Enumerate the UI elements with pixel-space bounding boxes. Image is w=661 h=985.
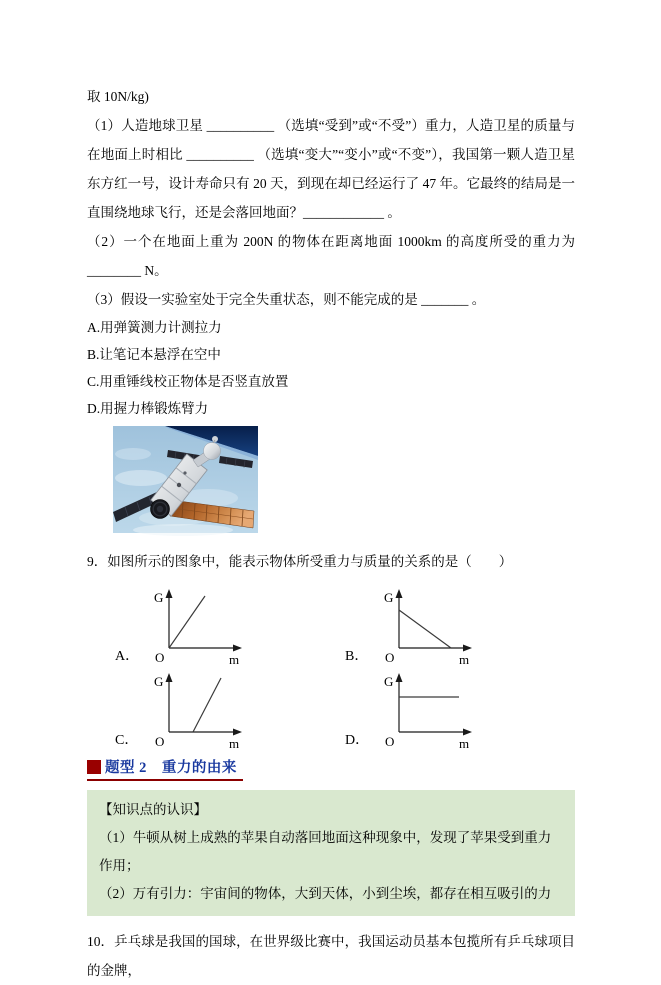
graph-a [141, 586, 256, 666]
graph-c [141, 670, 256, 750]
graph-d-yaxis-label: G [384, 674, 394, 689]
q9-graph-option-b [317, 582, 547, 666]
graph-b-label: B． [345, 649, 369, 664]
graph-a-label: A． [115, 649, 140, 664]
graph-d-xaxis-label: m [459, 736, 470, 751]
q8-option-d: D.用握力棒锻炼臂力 [87, 401, 209, 416]
graph-c-xaxis-label: m [229, 736, 240, 751]
q9-graph-option-c [87, 666, 317, 750]
engine-nozzle [151, 500, 170, 519]
graph-b-yaxis-label: G [384, 590, 394, 605]
graph-a-origin-label: O [155, 650, 165, 665]
graph-d-label: D． [345, 733, 370, 748]
graph-c-label: C． [115, 733, 139, 748]
graph-c-yaxis-label: G [154, 674, 164, 689]
q8-part1: （1）人造地球卫星 __________ （选填“受到”或“不受”）重力，人造卫星的质量与在地面上时相比 __________ （选填“变大”“变小”或“不变”），我国第一颗人造卫星东方红一号，设计寿命只有 20 天，到现在却已经运行了 47 年。它最终的结局是一直围绕地球飞行，还是会落回地面？____________ 。 [87, 118, 575, 220]
orbital-module [204, 443, 221, 460]
q9-graph-option-d [317, 666, 547, 750]
graph-a-xaxis-label: m [229, 652, 240, 667]
q9-graph-option-a [87, 582, 317, 666]
graph-c-origin-label: O [155, 734, 165, 749]
graph-b [371, 586, 486, 666]
q9-graphs [87, 582, 575, 750]
graph-d [371, 670, 486, 750]
knowledge-box-item-1: （1）牛顿从树上成熟的苹果自动落回地面这种现象中，发现了苹果受到重力作用； [99, 830, 552, 873]
knowledge-box [87, 790, 575, 916]
q9-stem: 9．如图所示的图象中，能表示物体所受重力与质量的关系的是（ ） [87, 554, 513, 569]
satellite-illustration [113, 426, 258, 533]
q8-option-c: C.用重锤线校正物体是否竖直放置 [87, 374, 289, 389]
graph-b-origin-label: O [385, 650, 395, 665]
satellite-figure [113, 426, 258, 533]
section-header-label: 题型 2 重力的由来 [105, 760, 237, 776]
q8-part3: （3）假设一实验室处于完全失重状态，则不能完成的是 _______ 。 [87, 292, 486, 307]
antenna-tip [212, 436, 218, 442]
section-header [87, 756, 243, 781]
section-marker-icon [87, 760, 101, 774]
q8-option-a: A.用弹簧测力计测拉力 [87, 320, 222, 335]
q8-option-b: B.让笔记本悬浮在空中 [87, 347, 221, 362]
knowledge-box-title: 【知识点的认识】 [99, 802, 207, 817]
graph-b-xaxis-label: m [459, 652, 470, 667]
q8-part2: （2）一个在地面上重为 200N 的物体在距离地面 1000km 的高度所受的重力为 ________ N。 [87, 234, 575, 278]
graph-a-yaxis-label: G [154, 590, 164, 605]
knowledge-box-item-2: （2）万有引力：宇宙间的物体，大到天体，小到尘埃，都存在相互吸引的力 [99, 886, 552, 901]
q10-stem: 10．乒乓球是我国的国球，在世界级比赛中，我国运动员基本包揽所有乒乓球项目的金牌， [87, 934, 575, 978]
graph-d-origin-label: O [385, 734, 395, 749]
given-constant-line: 取 10N/kg) [87, 89, 149, 104]
